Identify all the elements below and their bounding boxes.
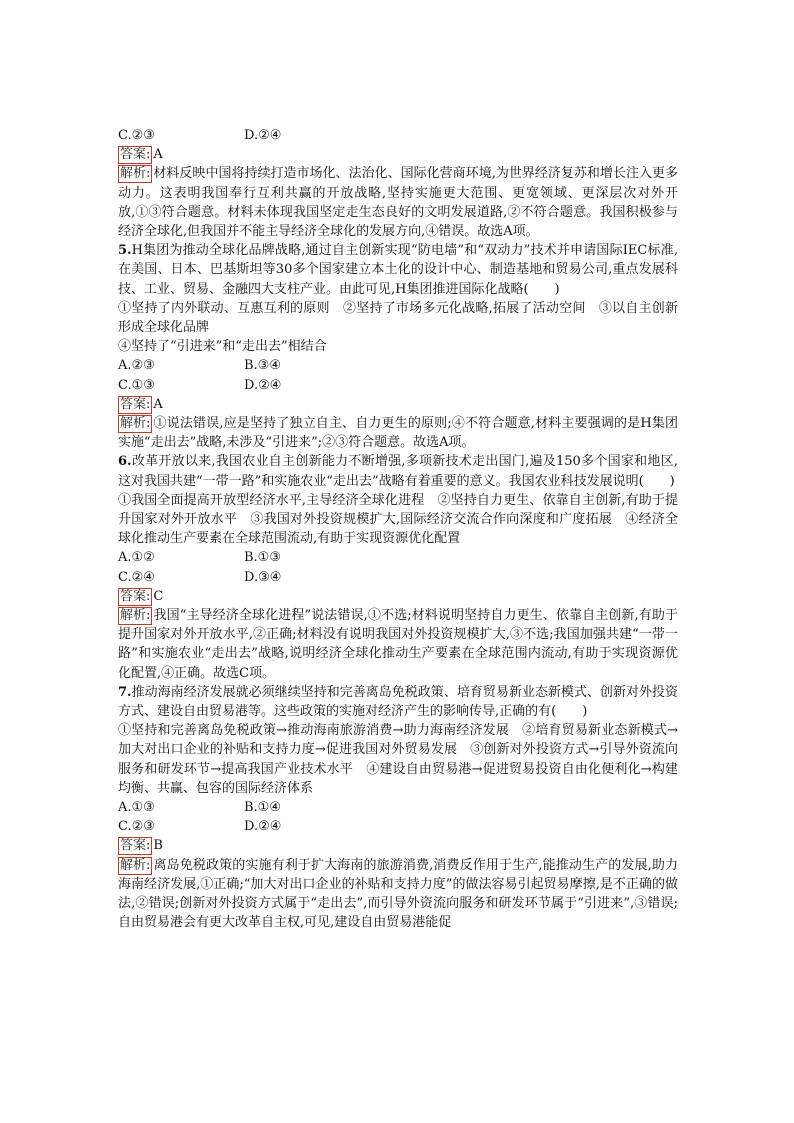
- q6-stem: [118, 452, 678, 490]
- q6-answer: [118, 587, 678, 606]
- q6-options-row2: [118, 568, 678, 587]
- option-c: C.②③: [118, 819, 155, 835]
- question-number: 6.: [118, 454, 132, 470]
- analysis-tag: 解析:: [120, 857, 151, 873]
- q6-items: ①我国全面提高开放型经济水平,主导经济全球化进程 ②坚持自力更生、依靠自主创新,有助于提升国家对外开放水平 ③我国对外投资规模扩大,国际经济交流合作向深度和广度拓展 ④经济全球化推动生产要素在全球范围流动,有助于实现资源优化配置: [118, 492, 678, 547]
- option-d: D.②④: [244, 128, 282, 143]
- option-b: B.①④: [244, 799, 281, 815]
- q4-analysis: [118, 164, 678, 241]
- option-d: D.③④: [244, 569, 282, 585]
- answer-tag: 答案:: [120, 588, 151, 604]
- answer-tag: 答案:: [120, 396, 151, 412]
- option-d: D.②④: [244, 819, 282, 835]
- q5-options-row1: [118, 356, 678, 375]
- question-stem: H集团为推动全球化品牌战略,通过自主创新实现“防电墙”和“双动力”技术并申请国际IEC标准,在美国、日本、巴基斯坦等30多个国家建立本土化的设计中心、制造基地和贸易公司,重点发展科技、工业、贸易、金融四大支柱产业。由此可见,H集团推进国际化战略( ): [118, 243, 678, 297]
- option-d: D.②④: [244, 377, 282, 393]
- q5-item4: ④坚持了“引进来”和“走出去”相结合: [118, 339, 327, 355]
- analysis-text: 离岛免税政策的实施有利于扩大海南的旅游消费,消费反作用于生产,能推动生产的发展,助力海南经济发展,①正确;“加大对出口企业的补贴和支持力度”的做法容易引起贸易摩擦,是不正确的做法,②错误;创新对外投资方式属于“走出去”,而引导外资流向服务和研发环节属于“引进来”,③错误;自由贸易港会有更大改革自主权,可见,建设自由贸易港能促: [118, 857, 678, 931]
- analysis-text: ①说法错误,应是坚持了独立自主、自力更生的原则;④不符合题意,材料主要强调的是H集团实施“走出去”战略,未涉及“引进来”;②③符合题意。故选A项。: [118, 415, 678, 451]
- option-b: B.③④: [244, 358, 281, 374]
- q7-items: ①坚持和完善离岛免税政策→推动海南旅游消费→助力海南经济发展 ②培育贸易新业态新模式→加大对出口企业的补贴和支持力度→促进我国对外贸易发展 ③创新对外投资方式→引导外资流向服务和研发环节→提高我国产业技术水平 ④建设自由贸易港→促进贸易投资自由化便利化→构建均衡、共赢、包容的国际经济体系: [118, 723, 678, 796]
- q5-analysis: [118, 414, 678, 452]
- q7-options-row1: [118, 798, 678, 817]
- q6-analysis: [118, 606, 678, 683]
- q7-answer: [118, 836, 678, 855]
- analysis-text: 材料反映中国将持续打造市场化、法治化、国际化营商环境,为世界经济复苏和增长注入更多动力。这表明我国奉行互利共赢的开放战略,坚持实施更大范围、更宽领域、更深层次对外开放,①③符合题意。材料未体现我国坚定走生态良好的文明发展道路,②不符合题意。我国积极参与经济全球化,但我国并不能主导经济全球化的发展方向,④错误。故选A项。: [118, 166, 678, 239]
- option-a: A.①②: [118, 550, 155, 566]
- option-b: B.①③: [244, 550, 281, 566]
- q4-answer: [118, 145, 678, 164]
- option-a: A.①③: [118, 799, 155, 815]
- question-stem: 推动海南经济发展就必须继续坚持和完善离岛免税政策、培育贸易新业态新模式、创新对外投资方式、建设自由贸易港等。这些政策的实施对经济产生的影响传导,正确的有( ): [118, 684, 678, 719]
- q7-analysis: [118, 856, 678, 933]
- question-stem: 改革开放以来,我国农业自主创新能力不断增强,多项新技术走出国门,遍及150多个国家和地区,这对我国共建“一带一路”和实施农业“走出去”战略有着重要的意义。我国农业科技发展说明( ): [118, 454, 678, 489]
- answer-value: A: [153, 396, 163, 412]
- question-number: 5.: [118, 243, 132, 259]
- option-a: A.②③: [118, 358, 155, 374]
- option-c: C.②③: [118, 128, 155, 143]
- q4-options: [118, 126, 678, 145]
- q5-options-row2: [118, 376, 678, 395]
- answer-tag: 答案:: [120, 147, 151, 163]
- analysis-tag: 解析:: [120, 607, 151, 623]
- answer-value: B: [153, 838, 163, 854]
- analysis-tag: 解析:: [120, 415, 151, 431]
- q5-items: ①坚持了内外联动、互惠互利的原则 ②坚持了市场多元化战略,拓展了活动空间 ③以自主创新形成全球化品牌: [118, 300, 678, 335]
- answer-value: A: [153, 147, 163, 163]
- q7-options-row2: [118, 817, 678, 836]
- analysis-text: 我国“主导经济全球化进程”说法错误,①不选;材料说明坚持自力更生、依靠自主创新,有助于提升国家对外开放水平,②正确;材料没有说明我国对外投资规模扩大,③不选;我国加强共建“一带一路”和实施农业“走出去”战略,说明经济全球化推动生产要素在全球范围内流动,有助于实现资源优化配置,④正确。故选C项。: [118, 607, 678, 681]
- question-number: 7.: [118, 684, 132, 700]
- option-c: C.②④: [118, 569, 155, 585]
- option-c: C.①③: [118, 377, 155, 393]
- q5-answer: [118, 395, 678, 414]
- answer-value: C: [153, 588, 164, 604]
- q5-stem: [118, 241, 678, 299]
- q6-options-row1: [118, 548, 678, 567]
- q7-stem: [118, 683, 678, 721]
- document-page: [118, 126, 678, 932]
- answer-tag: 答案:: [120, 838, 151, 854]
- analysis-tag: 解析:: [120, 166, 151, 182]
